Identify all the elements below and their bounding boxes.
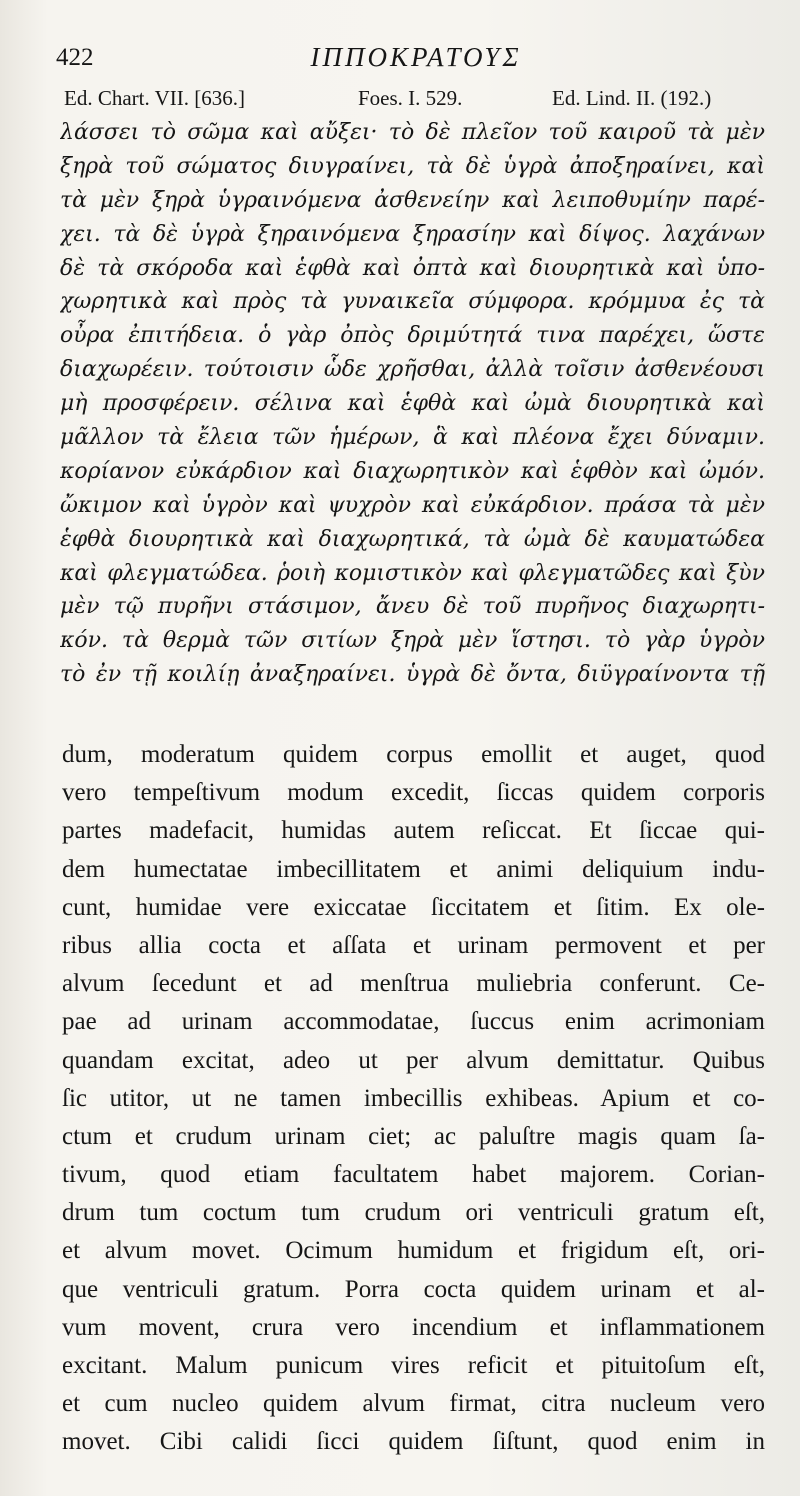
latin-text-line: partes madefacit, humidas autem reſiccat. Et ſiccae qui-: [62, 817, 765, 845]
greek-text-line: κορίανον εὐκάρδιον καὶ διαχωρητικὸν καὶ ἑφθὸν καὶ ὠμόν.: [60, 458, 765, 484]
greek-text-line: ὤκιμον καὶ ὑγρὸν καὶ ψυχρὸν καὶ εὐκάρδιον. πράσα τὰ μὲν: [60, 492, 765, 518]
greek-text-line: μὴ προσφέρειν. σέλινα καὶ ἑφθὰ καὶ ὠμὰ διουρητικὰ καὶ: [60, 391, 765, 417]
greek-text-line: κόν. τὰ θερμὰ τῶν σιτίων ξηρὰ μὲν ἵστησι. τὸ γὰρ ὑγρὸν: [60, 628, 765, 654]
latin-text-line: quandam excitat, adeo ut per alvum demittatur. Quibus: [62, 1046, 765, 1074]
greek-text-line: καὶ φλεγματώδεα. ῥοιὴ κομιστικὸν καὶ φλεγματῶδες καὶ ξὺν: [60, 560, 765, 586]
edition-references: [56, 86, 776, 114]
latin-text-line: et alvum movet. Ocimum humidum et frigidum eſt, ori-: [62, 1237, 765, 1265]
latin-text-line: drum tum coctum tum crudum ori ventriculi gratum eſt,: [62, 1199, 765, 1227]
page-header: [56, 40, 776, 80]
greek-text-line: χει. τὰ δὲ ὑγρὰ ξηραινόμενα ξηρασίην καὶ δίψος. λαχάνων: [60, 221, 765, 247]
page-number: 422: [56, 44, 94, 71]
latin-text-line: movet. Cibi calidi ſicci quidem ſiſtunt, quod enim in: [62, 1428, 765, 1456]
latin-text-line: et cum nucleo quidem alvum firmat, citra nucleum vero: [62, 1390, 765, 1418]
latin-text-line: alvum ſecedunt et ad menſtrua muliebria conferunt. Ce-: [62, 970, 765, 998]
greek-text-line: χωρητικὰ καὶ πρὸς τὰ γυναικεῖα σύμφορα. κρόμμυα ἐς τὰ: [60, 289, 765, 315]
running-title: ΙΠΠΟΚΡΑΤΟΥΣ: [310, 42, 522, 72]
greek-text-line: τὰ μὲν ξηρὰ ὑγραινόμενα ἀσθενείην καὶ λειποθυμίην παρέ-: [60, 187, 765, 213]
greek-text-line: τὸ ἐν τῇ κοιλίῃ ἀναξηραίνει. ὑγρὰ δὲ ὄντα, διϋγραίνοντα τῇ: [60, 662, 765, 688]
edition-lind-reference: Ed. Lind. II. (192.): [552, 86, 712, 110]
greek-text-line: μὲν τῷ πυρῆνι στάσιμον, ἄνευ δὲ τοῦ πυρῆνος διαχωρητι-: [60, 594, 765, 620]
edition-foes-reference: Foes. I. 529.: [358, 86, 463, 110]
latin-text-line: ctum et crudum urinam ciet; ac paluſtre magis quam ſa-: [62, 1122, 765, 1150]
edition-chart-reference: Ed. Chart. VII. [636.]: [64, 86, 245, 110]
latin-text-line: cunt, humidae vere exiccatae ſiccitatem et ſitim. Ex ole-: [62, 893, 765, 921]
latin-text-line: pae ad urinam accommodatae, ſuccus enim acrimoniam: [62, 1008, 765, 1036]
latin-text-block: [62, 736, 765, 1462]
greek-text-line: δὲ τὰ σκόροδα καὶ ἑφθὰ καὶ ὀπτὰ καὶ διουρητικὰ καὶ ὑπο-: [60, 255, 765, 281]
greek-text-line: ἑφθὰ διουρητικὰ καὶ διαχωρητικά, τὰ ὠμὰ δὲ καυματώδεα: [60, 526, 765, 552]
latin-text-line: excitant. Malum punicum vires reficit et pituitoſum eſt,: [62, 1352, 765, 1379]
latin-text-line: ribus allia cocta et aſſata et urinam permovent et per: [62, 931, 765, 959]
greek-text-block: [60, 116, 765, 692]
greek-text-line: μᾶλλον τὰ ἔλεια τῶν ἡμέρων, ἃ καὶ πλέονα ἔχει δύναμιν.: [60, 425, 765, 451]
greek-text-line: ξηρὰ τοῦ σώματος διυγραίνει, τὰ δὲ ὑγρὰ ἀποξηραίνει, καὶ: [60, 153, 765, 179]
latin-text-line: vero tempeſtivum modum excedit, ſiccas quidem corporis: [62, 779, 765, 807]
greek-text-line: διαχωρέειν. τούτοισιν ὧδε χρῆσθαι, ἀλλὰ τοῖσιν ἀσθενέουσι: [60, 357, 765, 383]
greek-text-line: λάσσει τὸ σῶμα καὶ αὔξει· τὸ δὲ πλεῖον τοῦ καιροῦ τὰ μὲν: [60, 120, 765, 145]
latin-text-line: ſic utitor, ut ne tamen imbecillis exhibeas. Apium et co-: [62, 1084, 765, 1112]
latin-text-line: que ventriculi gratum. Porra cocta quidem urinam et al-: [62, 1275, 765, 1303]
latin-text-line: dem humectatae imbecillitatem et animi deliquium indu-: [62, 855, 765, 883]
greek-text-line: οὖρα ἐπιτήδεια. ὁ γὰρ ὀπὸς δριμύτητά τινα παρέχει, ὥστε: [60, 323, 765, 349]
latin-text-line: tivum, quod etiam facultatem habet majorem. Corian-: [62, 1161, 765, 1189]
latin-text-line: vum movent, crura vero incendium et inflammationem: [62, 1313, 765, 1341]
latin-text-line: dum, moderatum quidem corpus emollit et auget, quod: [62, 741, 765, 768]
